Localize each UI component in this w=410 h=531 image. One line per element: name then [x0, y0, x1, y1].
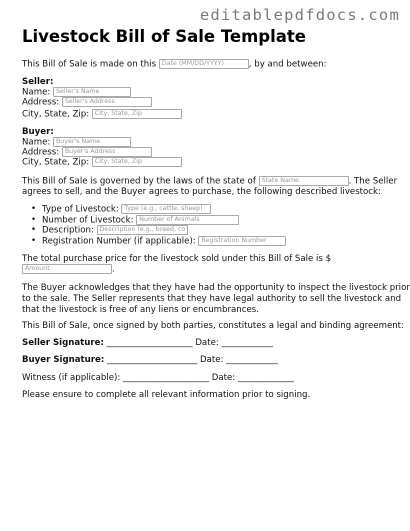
buyer-signature-label: Buyer Signature:	[22, 355, 105, 365]
livestock-type-field[interactable]: Type (e.g., cattle, sheep)	[121, 204, 211, 214]
intro-line	[22, 59, 327, 71]
seller-signature-row	[22, 338, 273, 349]
livestock-description-label: Description:	[42, 225, 94, 236]
witness-signature-row	[22, 373, 294, 384]
buyer-heading: Buyer:	[22, 127, 54, 137]
livestock-type-label: Type of Livestock:	[42, 204, 119, 215]
sale-date-field[interactable]: Date (MM/DD/YYYY)	[159, 59, 249, 69]
closing-note: Please ensure to complete all relevant information prior to signing.	[22, 390, 311, 400]
registration-number-label: Registration Number (if applicable):	[42, 236, 196, 246]
seller-name-field[interactable]: Seller's Name	[53, 87, 131, 97]
seller-signature-label: Seller Signature:	[22, 338, 104, 348]
buyer-date-line[interactable]: ____________	[226, 355, 278, 365]
acknowledgment-line-1: The Buyer acknowledges that they have had the opportunity to inspect the livestock prior	[22, 283, 410, 293]
witness-date-line[interactable]: _____________	[237, 373, 294, 383]
livestock-number-field[interactable]: Number of Animals	[136, 215, 239, 225]
intro-suffix: , by and between:	[248, 59, 327, 70]
governing-line-2: agrees to sell, and the Buyer agrees to purchase, the following described livestock:	[22, 187, 381, 197]
seller-address-row	[22, 97, 152, 109]
bullet-icon: •	[31, 225, 37, 235]
seller-heading: Seller:	[22, 77, 54, 87]
buyer-name-label: Name:	[22, 137, 51, 148]
seller-date-label: Date:	[195, 338, 219, 348]
list-item	[31, 204, 286, 215]
seller-name-label: Name:	[22, 87, 51, 98]
buyer-csz-field[interactable]: City, State, Zip	[92, 157, 182, 167]
governing-line-1	[22, 176, 397, 188]
buyer-signature-row	[22, 355, 278, 366]
buyer-name-field[interactable]: Buyer's Name	[53, 137, 131, 147]
watermark-logo: editablepdfdocs.com	[199, 6, 400, 24]
price-end: .	[112, 264, 115, 275]
seller-csz-row	[22, 109, 182, 121]
livestock-number-label: Number of Livestock:	[42, 215, 134, 225]
list-item	[31, 214, 286, 226]
intro-prefix: This Bill of Sale is made on this	[22, 59, 157, 70]
livestock-description-field[interactable]: Description (e.g., breed, co	[97, 225, 188, 235]
binding-statement: This Bill of Sale, once signed by both parties, constitutes a legal and binding agreement:	[22, 321, 404, 331]
seller-address-label: Address:	[22, 97, 60, 108]
buyer-address-field[interactable]: Buyer's Address	[62, 147, 152, 157]
witness-label: Witness (if applicable):	[22, 373, 121, 383]
seller-signature-line[interactable]: ____________________	[106, 338, 193, 348]
state-field[interactable]: State Name	[259, 176, 349, 186]
seller-date-line[interactable]: ____________	[221, 338, 274, 348]
bullet-icon: •	[31, 235, 37, 246]
list-item	[31, 225, 286, 236]
bullet-icon: •	[31, 204, 37, 214]
buyer-csz-label: City, State, Zip:	[22, 157, 90, 168]
witness-date-label: Date:	[211, 373, 236, 383]
amount-field[interactable]: Amount	[22, 264, 112, 274]
governing-suffix: . The Seller	[348, 176, 398, 187]
seller-csz-label: City, State, Zip:	[22, 109, 90, 120]
registration-number-field[interactable]: Registration Number	[198, 236, 286, 246]
governing-prefix: This Bill of Sale is governed by the laws of the state of	[22, 176, 256, 187]
witness-signature-line[interactable]: ____________________	[123, 373, 209, 383]
buyer-signature-line[interactable]: _____________________	[107, 355, 198, 365]
buyer-csz-row	[22, 157, 182, 169]
buyer-date-label: Date:	[199, 355, 224, 365]
price-text: The total purchase price for the livestock sold under this Bill of Sale is $	[22, 254, 332, 264]
page-title: Livestock Bill of Sale Template	[22, 27, 306, 46]
livestock-list	[22, 204, 286, 246]
acknowledgment-line-2: to the sale. The Seller represents that they have legal authority to sell the livestock and	[22, 294, 402, 304]
bullet-icon: •	[31, 214, 37, 225]
list-item	[31, 235, 286, 247]
seller-address-field[interactable]: Seller's Address	[62, 97, 152, 107]
price-amount-row	[22, 264, 115, 276]
buyer-address-label: Address:	[22, 147, 60, 158]
seller-csz-field[interactable]: City, State, Zip	[92, 109, 182, 119]
acknowledgment-line-3: that the livestock is free of any liens or encumbrances.	[22, 305, 259, 315]
